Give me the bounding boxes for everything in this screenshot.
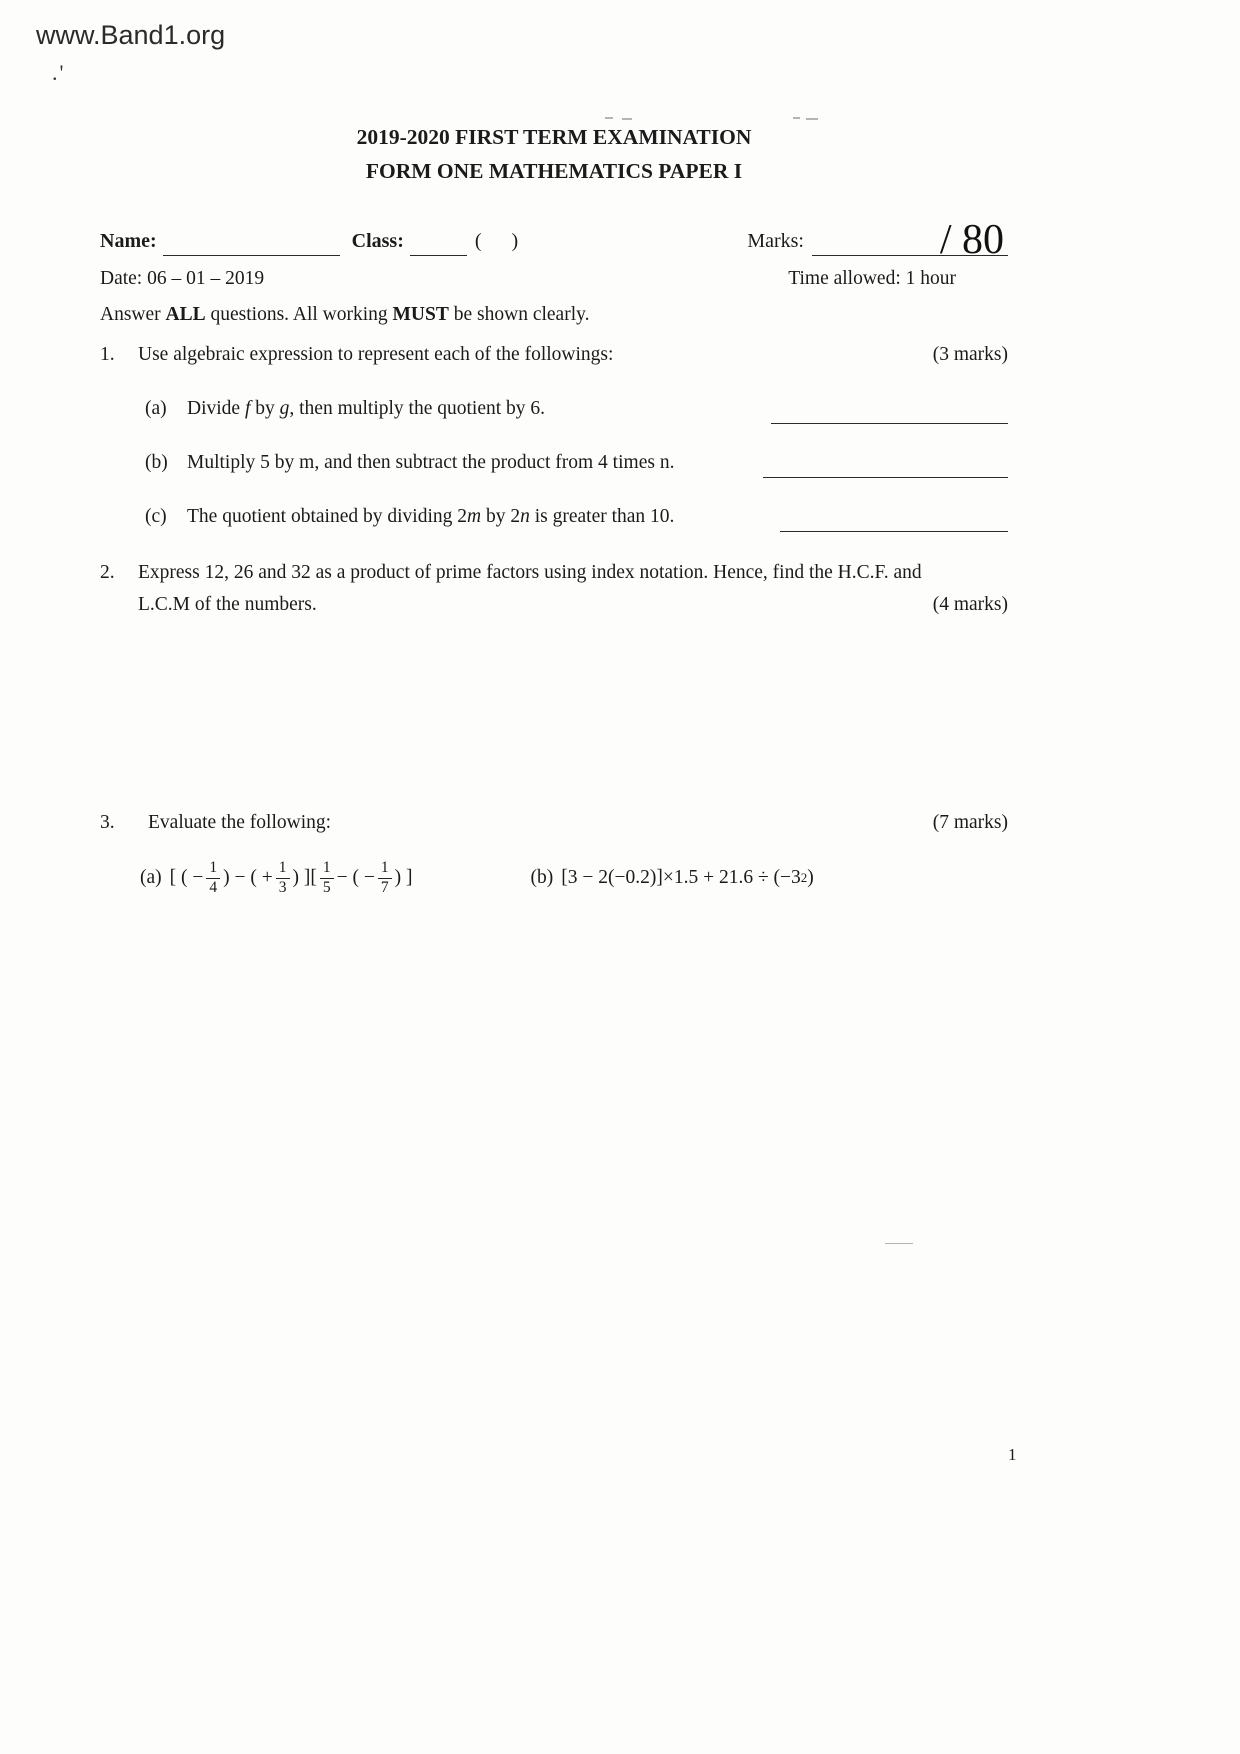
instructions-text: be shown clearly.: [448, 304, 590, 325]
question-1a-label: (a): [145, 398, 167, 419]
instructions-text: Answer: [100, 304, 166, 325]
question-3a-expression: (a) [ ( − $\frac{1}{4}$ ) − ( + $\frac{1}{3}$ ) ][ $\frac{1}{5}$ − ( − $\frac{1}{7}$ ) ]: [140, 859, 413, 896]
fraction: $\frac{1}{5}$: [320, 860, 334, 896]
name-class-marks-row: [100, 217, 1008, 263]
scan-artifact: [605, 117, 613, 119]
instructions-bold-all: ALL: [165, 304, 206, 325]
answer-line: [780, 507, 1008, 532]
class-label: Class:: [351, 230, 404, 252]
question-3-marks: (7 marks): [932, 812, 1008, 833]
scan-artifact: [793, 117, 800, 119]
marks-total-handwritten: / 80: [939, 217, 1004, 263]
question-3: [100, 808, 1008, 838]
exam-title-line2: FORM ONE MATHEMATICS PAPER I: [365, 159, 743, 183]
question-1b-text: Multiply 5 by m, and then subtract the product from 4 times n.: [187, 452, 675, 473]
time-allowed: Time allowed: 1 hour: [788, 268, 956, 289]
question-1-marks: (3 marks): [932, 344, 1008, 365]
fraction: $\frac{1}{3}$: [276, 860, 290, 896]
question-2-line2: L.C.M of the numbers.: [138, 594, 317, 615]
scan-artifact: [885, 1243, 913, 1244]
question-3-expressions: [100, 854, 1008, 902]
question-2-marks: (4 marks): [932, 594, 1008, 615]
page-number: 1: [1008, 1445, 1017, 1464]
question-1c: [100, 502, 1008, 532]
question-1b: [100, 448, 1008, 478]
instructions-text: questions. All working: [205, 304, 393, 325]
question-1a-text: Divide f by g, then multiply the quotient by 6.: [187, 398, 546, 419]
exam-title-line1: 2019-2020 FIRST TERM EXAMINATION: [356, 125, 752, 149]
question-3b-expression: (b) [3 − 2(−0.2)]×1.5 + 21.6 ÷ (−3 2 ): [531, 863, 814, 893]
date-time-row: [100, 264, 1008, 294]
question-3-number: 3.: [100, 812, 115, 833]
name-label: Name:: [100, 230, 157, 252]
name-blank-line: [163, 229, 340, 256]
question-1c-label: (c): [145, 506, 167, 527]
question-2-number: 2.: [100, 562, 115, 583]
ink-mark: .': [52, 60, 66, 85]
question-1c-text: The quotient obtained by dividing 2m by 2n is greater than 10.: [187, 506, 675, 527]
question-1: [100, 340, 1008, 370]
class-blank-line: [410, 229, 467, 256]
question-1b-label: (b): [145, 452, 168, 473]
exam-date: Date: 06 – 01 – 2019: [100, 268, 265, 289]
instructions-bold-must: MUST: [392, 304, 449, 325]
watermark: www.Band1.org: [36, 20, 226, 50]
answer-line: [763, 453, 1008, 478]
fraction: $\frac{1}{7}$: [378, 860, 392, 896]
question-2-line1: Express 12, 26 and 32 as a product of prime factors using index notation. Hence, find the H.C.F. and: [138, 562, 922, 583]
marks-label: Marks:: [747, 230, 804, 252]
question-2: [100, 558, 1008, 620]
question-1a: [100, 394, 1008, 424]
question-1-text: Use algebraic expression to represent each of the followings:: [138, 344, 614, 365]
fraction: $\frac{1}{4}$: [206, 860, 220, 896]
exam-content: [100, 120, 1008, 902]
class-paren-close: ): [511, 230, 519, 252]
question-3b-label: (b): [530, 867, 554, 888]
question-3-text: Evaluate the following:: [148, 812, 332, 833]
question-3a-label: (a): [140, 867, 162, 888]
marks-blank-line: [812, 217, 1008, 263]
question-1-number: 1.: [100, 344, 115, 365]
instructions-line: [100, 300, 1008, 330]
answer-line: [771, 399, 1008, 424]
class-paren-open: (: [474, 230, 482, 252]
